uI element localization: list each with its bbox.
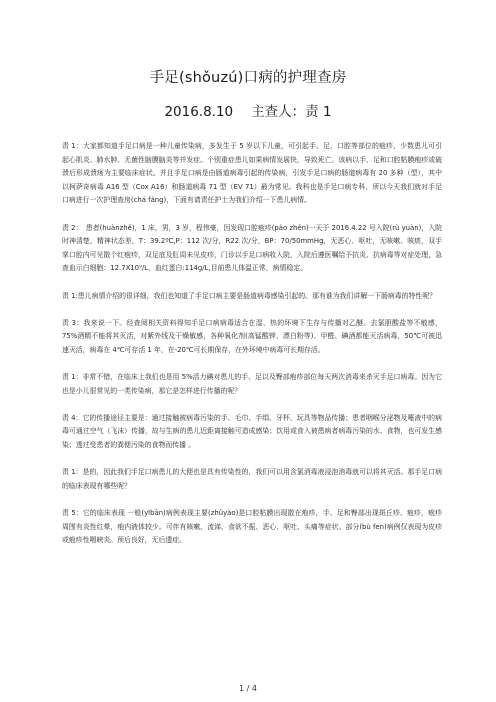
paragraph-8: 责 5：它的临床表现 一般(yībān)病例表现主要(zhǔyào)是口腔粘膜出现散在疱疹，手、足和臀部出现斑丘疹、疱疹，疱疹周围有炎性红晕，疱内液体较少。可伴有咳嗽、流涕、食欲不振、恶心、呕吐、头痛等症状。部分(bù fen)病例仅表现为皮疹或疱疹性咽峡炎。预后良好，无后遗症。 — [62, 509, 442, 545]
document-host: 主查人：责 1 — [251, 104, 332, 120]
document-body — [62, 140, 442, 548]
paragraph-2: 责 2： 患者(huànzhě)，1 床，男，3 岁，程伟豪，因发现口腔疱疹(pào zhěn)一天于 2016.4.22 号入院(rù yuàn)，入院时神清楚，精神状态差，T：39.2ºC,P：112 次/分，R22 次/分，BP：70/50mmHg，无恶心、呕吐，无咳嗽、咳痰，双手掌口腔内可见散个红疱疹，双足底及肛周未见皮疹，门诊以手足口病收入院，入院后遵医嘱给予抗炎、抗病毒等对症处理，急查血示白细胞：12.7X10⁹/L，血红蛋白:114g/L,目前患儿体温正常，病情稳定。 — [62, 223, 442, 273]
paragraph-3: 责 1:患儿病情介绍的很详细，我们也知道了手足口病主要是肠道病毒感染引起的。那有谁为我们讲解一下肠病毒的特性呢？ — [62, 291, 437, 300]
document-title: 手足(shǒuzú)口病的护理查房 — [149, 70, 347, 86]
paragraph-7: 责 1：是的，因此我们手足口病患儿的大便也是具有传染性的，我们可以用含氯消毒液浸泡消毒就可以将其灭活。那手足口病的临床表现有哪些呢？ — [62, 468, 442, 490]
paragraph-1: 责 1：大家都知道手足口病是一种儿童传染病，多发生于 5 岁以下儿童，可引起手、足、口腔等部位的疱疹，少数患儿可引起心肌炎、肺水肿、无菌性脑膜脑炎等并发症。个别重症患儿如果病情发展快，导致死亡。该病以手、足和口腔粘膜疱疹或破溃后形成溃疡为主要临床症状。并且手足口病是由肠道病毒引起的传染病，引发手足口病的肠道病毒有 20 多种（型），其中以柯萨奇病毒 A16 型（Cox A16）和肠道病毒 71 型（EV 71）最为常见。我科也是手足口病专科，所以今天我们就对手足口病进行一次护理查房(chá fáng)，下面有请责任护士为我们介绍一下患儿病情。 — [62, 142, 442, 205]
page-number: 1 / 4 — [239, 684, 257, 693]
paragraph-4: 责 3：我来说一下。经查阅相关资料得知手足口病病毒适合在湿、热的环境下生存与传播对乙醚、去氯胆酸盐等不敏感，75%酒精不能将其灭活，对紫外线及干燥敏感，各种氧化剂(高锰酸钾、漂白粉等)、甲醛、碘酒都能灭活病毒，50℃可被迅速灭活，病毒在 4℃可存活 1 年，在-20℃可长期保存，在外环境中病毒可长期存活。 — [62, 318, 442, 354]
document-meta — [0, 100, 496, 120]
paragraph-6: 责 4：它的传播途径主要是：通过接触被病毒污染的手、毛巾、手绢、牙杯、玩具等物品传播；患者咽喉分泌物及唾液中的病毒可通过空气（飞沫）传播，故与生病的患儿近距离接触可造成感染；饮用或食入被患病者病毒污染的水、食物，也可发生感染；透过受患者的粪便污染的食物而传播 。 — [62, 413, 442, 450]
document-date: 2016.8.10 — [164, 104, 234, 120]
paragraph-5: 责 1：非常不错，在临床上我们也是用 5%活力碘对患儿的手、足以及臀部疱疹部位每天两次消毒来杀灭手足口病毒。因为它也是小儿很常见的一类传染病，那它是怎样进行传播的呢？ — [62, 373, 442, 395]
